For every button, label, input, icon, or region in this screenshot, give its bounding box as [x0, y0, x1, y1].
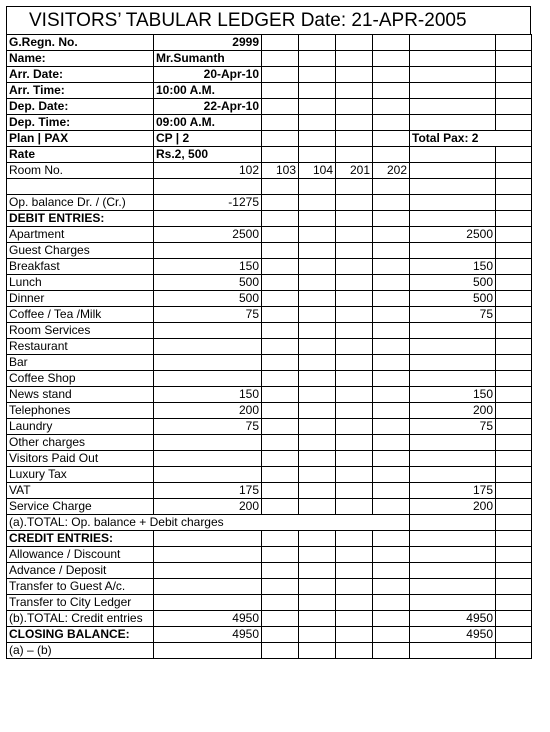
- closing-total: 4950: [410, 626, 496, 642]
- debit-entry-label: VAT: [7, 482, 154, 498]
- debit-entry-value: [154, 354, 262, 370]
- credit-total-value: 4950: [154, 610, 262, 626]
- closing-formula: (a) – (b): [7, 642, 154, 658]
- debit-entry-label: News stand: [7, 386, 154, 402]
- debit-entry-row: [7, 370, 532, 386]
- name-value: Mr.Sumanth: [154, 51, 262, 67]
- debit-total-row: [7, 514, 532, 530]
- debit-entry-row: [7, 226, 532, 242]
- debit-entry-value: [154, 466, 262, 482]
- debit-entry-total: 500: [410, 274, 496, 290]
- debit-entry-row: [7, 306, 532, 322]
- debit-entry-label: Luxury Tax: [7, 466, 154, 482]
- debit-entry-value: 500: [154, 290, 262, 306]
- credit-entry-row: [7, 578, 532, 594]
- debit-heading-row: [7, 210, 532, 226]
- debit-entry-row: [7, 258, 532, 274]
- debit-entry-row: [7, 274, 532, 290]
- debit-entry-total: [410, 450, 496, 466]
- dep-time-row: [7, 115, 532, 131]
- name-label: Name:: [7, 51, 154, 67]
- debit-entry-row: [7, 498, 532, 514]
- dep-date-label: Dep. Date:: [7, 99, 154, 115]
- closing-value: 4950: [154, 626, 262, 642]
- debit-entry-label: Telephones: [7, 402, 154, 418]
- arr-date-value: 20-Apr-10: [154, 67, 262, 83]
- dep-time-value: 09:00 A.M.: [154, 115, 262, 131]
- debit-entry-label: Coffee / Tea /Milk: [7, 306, 154, 322]
- dep-time-label: Dep. Time:: [7, 115, 154, 131]
- closing-label: CLOSING BALANCE:: [7, 626, 154, 642]
- opening-row: [7, 194, 532, 210]
- debit-entry-label: Bar: [7, 354, 154, 370]
- debit-entry-row: [7, 402, 532, 418]
- opening-value: -1275: [154, 194, 262, 210]
- debit-entry-value: [154, 434, 262, 450]
- debit-entry-total: 500: [410, 290, 496, 306]
- debit-entry-label: Dinner: [7, 290, 154, 306]
- room-number: 104: [299, 163, 336, 179]
- regn-value: 2999: [154, 35, 262, 51]
- debit-entry-value: [154, 450, 262, 466]
- credit-entry-row: [7, 546, 532, 562]
- credit-heading: CREDIT ENTRIES:: [7, 530, 154, 546]
- arr-date-label: Arr. Date:: [7, 67, 154, 83]
- credit-total-label: (b).TOTAL: Credit entries: [7, 610, 154, 626]
- room-number: 103: [262, 163, 299, 179]
- debit-entry-value: 75: [154, 306, 262, 322]
- credit-entry-label: Advance / Deposit: [7, 562, 154, 578]
- credit-total-row: [7, 610, 532, 626]
- debit-entry-label: Coffee Shop: [7, 370, 154, 386]
- debit-entry-row: [7, 450, 532, 466]
- credit-entry-label: Transfer to City Ledger: [7, 594, 154, 610]
- debit-total-label: (a).TOTAL: Op. balance + Debit charges: [7, 514, 410, 530]
- room-number: 202: [373, 163, 410, 179]
- debit-entry-label: Other charges: [7, 434, 154, 450]
- debit-entry-value: 200: [154, 402, 262, 418]
- debit-entry-value: [154, 322, 262, 338]
- closing-row: [7, 626, 532, 642]
- debit-entry-row: [7, 338, 532, 354]
- credit-entry-row: [7, 594, 532, 610]
- debit-entry-row: [7, 354, 532, 370]
- dep-date-row: [7, 99, 532, 115]
- debit-entry-value: 75: [154, 418, 262, 434]
- regn-row: [7, 35, 532, 51]
- debit-entry-label: Lunch: [7, 274, 154, 290]
- debit-entry-value: [154, 338, 262, 354]
- room-row: [7, 163, 532, 179]
- credit-entry-label: Allowance / Discount: [7, 546, 154, 562]
- plan-value: CP | 2: [154, 131, 262, 147]
- debit-entry-total: 75: [410, 418, 496, 434]
- debit-entry-total: 200: [410, 402, 496, 418]
- arr-time-label: Arr. Time:: [7, 83, 154, 99]
- rate-label: Rate: [7, 147, 154, 163]
- debit-entry-label: Restaurant: [7, 338, 154, 354]
- plan-label: Plan | PAX: [7, 131, 154, 147]
- room-number: 201: [336, 163, 373, 179]
- debit-entry-total: 150: [410, 386, 496, 402]
- debit-entry-value: 2500: [154, 226, 262, 242]
- room-number: 102: [154, 163, 262, 179]
- arr-time-row: [7, 83, 532, 99]
- ledger-sheet: [6, 6, 536, 659]
- debit-entry-row: [7, 290, 532, 306]
- debit-entry-total: [410, 466, 496, 482]
- debit-entry-value: 150: [154, 386, 262, 402]
- debit-entry-total: 175: [410, 482, 496, 498]
- debit-entry-label: Room Services: [7, 322, 154, 338]
- debit-entry-row: [7, 466, 532, 482]
- rate-value: Rs.2, 500: [154, 147, 262, 163]
- debit-heading: DEBIT ENTRIES:: [7, 210, 154, 226]
- debit-entry-value: 500: [154, 274, 262, 290]
- total-pax: Total Pax: 2: [410, 131, 532, 147]
- debit-entry-total: 75: [410, 306, 496, 322]
- name-row: [7, 51, 532, 67]
- dep-date-value: 22-Apr-10: [154, 99, 262, 115]
- arr-time-value: 10:00 A.M.: [154, 83, 262, 99]
- plan-row: [7, 131, 532, 147]
- debit-entry-total: [410, 354, 496, 370]
- room-label: Room No.: [7, 163, 154, 179]
- debit-entry-row: [7, 482, 532, 498]
- debit-entry-total: [410, 242, 496, 258]
- debit-entry-label: Apartment: [7, 226, 154, 242]
- debit-entry-row: [7, 434, 532, 450]
- debit-entry-label: Service Charge: [7, 498, 154, 514]
- debit-entry-row: [7, 242, 532, 258]
- debit-entry-value: 200: [154, 498, 262, 514]
- blank-row: [7, 179, 532, 195]
- debit-entry-total: 2500: [410, 226, 496, 242]
- debit-entry-label: Visitors Paid Out: [7, 450, 154, 466]
- debit-entry-value: 175: [154, 482, 262, 498]
- credit-heading-row: [7, 530, 532, 546]
- debit-entry-row: [7, 386, 532, 402]
- debit-entry-value: 150: [154, 258, 262, 274]
- rate-row: [7, 147, 532, 163]
- arr-date-row: [7, 67, 532, 83]
- debit-entry-total: [410, 338, 496, 354]
- opening-label: Op. balance Dr. / (Cr.): [7, 194, 154, 210]
- debit-entry-total: [410, 370, 496, 386]
- ledger-table: [6, 34, 532, 659]
- debit-entry-value: [154, 242, 262, 258]
- debit-entry-label: Laundry: [7, 418, 154, 434]
- debit-entry-total: [410, 322, 496, 338]
- credit-entry-label: Transfer to Guest A/c.: [7, 578, 154, 594]
- regn-label: G.Regn. No.: [7, 35, 154, 51]
- credit-entry-row: [7, 562, 532, 578]
- debit-entry-value: [154, 370, 262, 386]
- debit-entry-total: 200: [410, 498, 496, 514]
- credit-total-total: 4950: [410, 610, 496, 626]
- debit-entry-total: 150: [410, 258, 496, 274]
- debit-entry-row: [7, 418, 532, 434]
- formula-row: [7, 642, 532, 658]
- debit-entry-row: [7, 322, 532, 338]
- ledger-title: VISITORS’ TABULAR LEDGER Date: 21-APR-2005: [6, 6, 531, 34]
- debit-entry-label: Breakfast: [7, 258, 154, 274]
- debit-entry-total: [410, 434, 496, 450]
- debit-entry-label: Guest Charges: [7, 242, 154, 258]
